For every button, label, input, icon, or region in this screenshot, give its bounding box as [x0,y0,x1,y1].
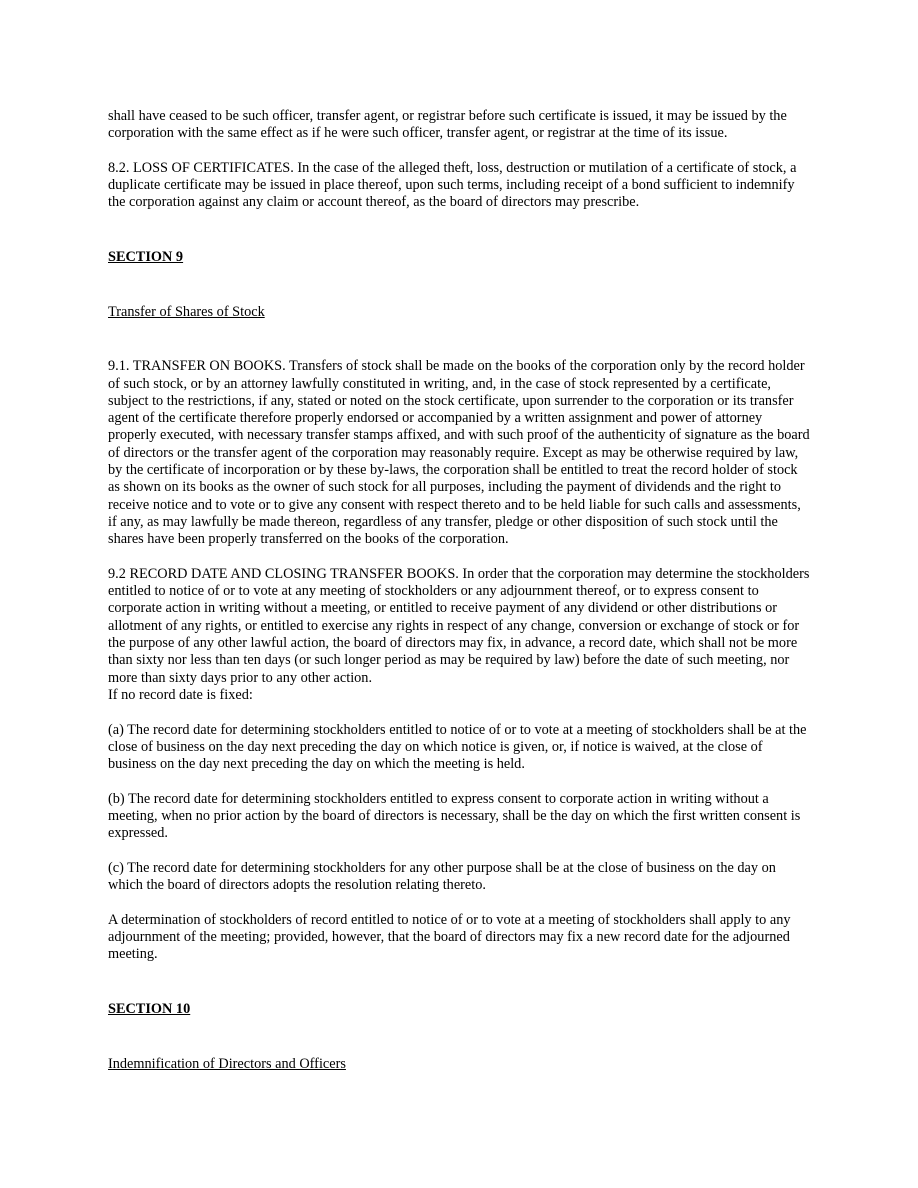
section-9-heading: SECTION 9 [108,249,184,266]
transfer-on-books-paragraph: 9.1. TRANSFER ON BOOKS. Transfers of stock shall be made on the books of the corporation only by the record holder of such stock, or by an attorney lawfully constituted in writing, and, in the case of stock represented by a certificate, subject to the restrictions, if any, stated or noted on the stock certificate, upon surrender to the corporation or its transfer agent of the certificate therefore properly endorsed or accompanied by a written assignment and power of attorney properly executed, with necessary transfer stamps affixed, and with such proof of the authenticity of signature as the board of directors or the transfer agent of the corporation may reasonably require. Except as may be otherwise required by law, by the certificate of incorporation or by these by-laws, the corporation shall be entitled to treat the record holder of stock as shown on its books as the owner of such stock for all purposes, including the payment of dividends and the right to receive notice and to vote or to give any consent with respect thereto and to be held liable for such calls and assessments, if any, as may lawfully be made thereon, regardless of any transfer, pledge or other disposition of such stock until the shares have been properly transferred on the books of the corporation. [108,358,810,548]
document-page [108,108,812,1090]
record-date-item-c: (c) The record date for determining stockholders for any other purpose shall be at the close of business on the day on which the board of directors adopts the resolution relating thereto. [108,859,776,894]
record-date-item-b: (b) The record date for determining stockholders entitled to express consent to corporate action in writing without a meeting, when no prior action by the board of directors is necessary, shall be the day on which the first written consent is expressed. [108,790,801,842]
adjournment-paragraph: A determination of stockholders of record entitled to notice of or to vote at a meeting of stockholders shall apply to any adjournment of the meeting; provided, however, that the board of directors may fix a new record date for the adjourned meeting. [108,911,791,963]
no-record-date-line: If no record date is fixed: [108,686,253,703]
section-10-heading: SECTION 10 [108,1000,191,1017]
section-10-subtitle: Indemnification of Directors and Officers [108,1055,346,1072]
loss-of-certificates-paragraph: 8.2. LOSS OF CERTIFICATES. In the case of the alleged theft, loss, destruction or mutilation of a certificate of stock, a duplicate certificate may be issued in place thereof, upon such terms, including receipt of a bond sufficient to indemnify the corporation against any claim or account thereof, as the board of directors may prescribe. [108,159,797,211]
continuation-paragraph: shall have ceased to be such officer, transfer agent, or registrar before such certificate is issued, it may be issued by the corporation with the same effect as if he were such officer, transfer agent, or registrar at the time of its issue. [108,108,787,142]
record-date-paragraph: 9.2 RECORD DATE AND CLOSING TRANSFER BOOKS. In order that the corporation may determine the stockholders entitled to notice of or to vote at any meeting of stockholders or any adjournment thereof, or to express consent to corporate action in writing without a meeting, or entitled to receive payment of any dividend or other distributions or allotment of any rights, or entitled to exercise any rights in respect of any change, conversion or exchange of stock or for the purpose of any other lawful action, the board of directors may fix, in advance, a record date, which shall not be more than sixty nor less than ten days (or such longer period as may be required by law) before the date of such meeting, nor more than sixty days prior to any other action. [108,565,810,686]
record-date-item-a: (a) The record date for determining stockholders entitled to notice of or to vote at a meeting of stockholders shall be at the close of business on the day next preceding the day on which notice is given, or, if notice is waived, at the close of business on the day next preceding the day on which the meeting is held. [108,721,807,773]
section-9-subtitle: Transfer of Shares of Stock [108,303,265,320]
